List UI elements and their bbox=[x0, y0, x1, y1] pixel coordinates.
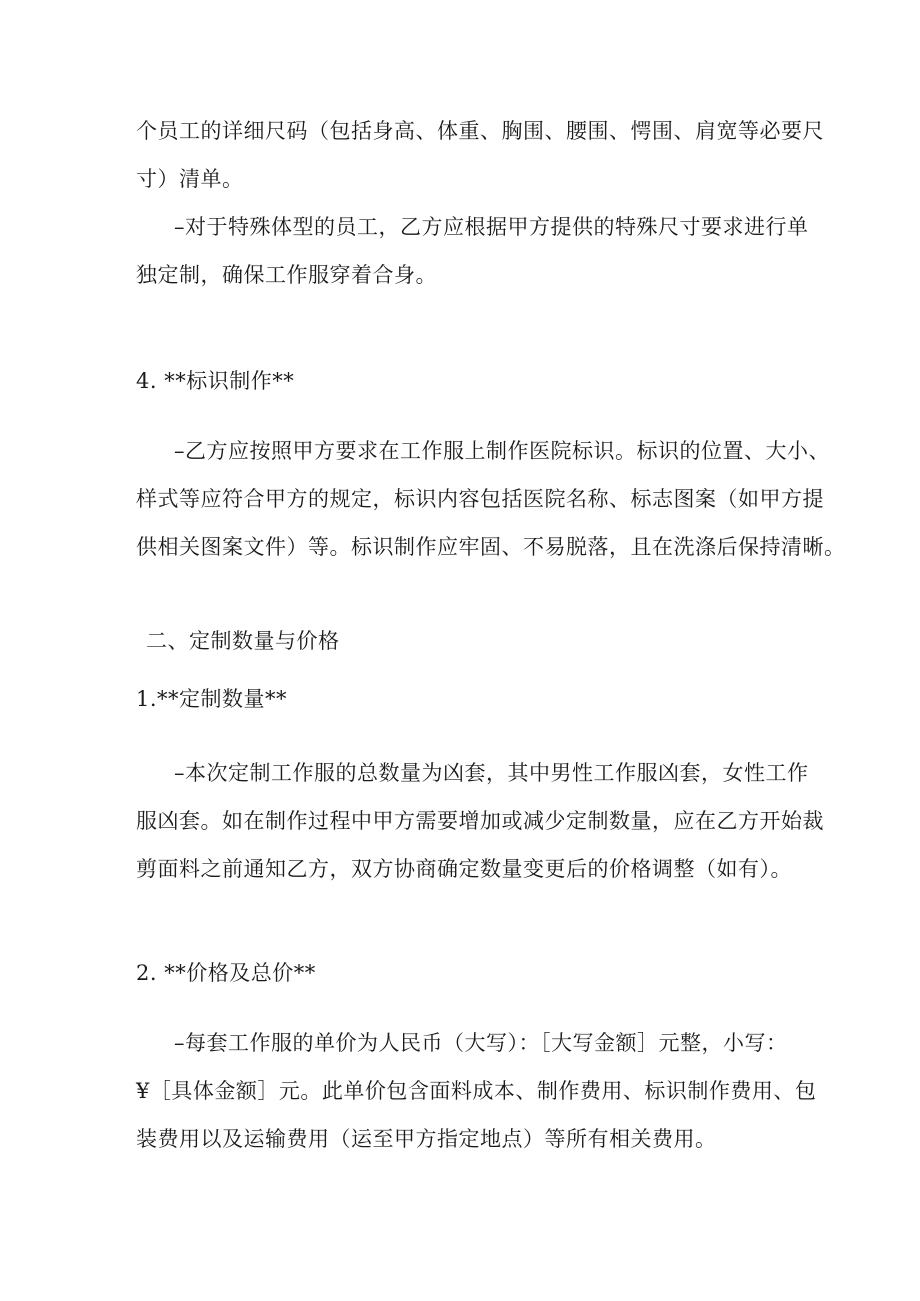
subsection-heading: 1.**定制数量** bbox=[136, 687, 288, 711]
paragraph-line: 个员工的详细尺码（包括身高、体重、胸围、腰围、愕围、肩宽等必要尺 bbox=[136, 119, 824, 143]
paragraph-line: –对于特殊体型的员工，乙方应根据甲方提供的特殊尺寸要求进行单 bbox=[174, 215, 809, 239]
paragraph-line: 独定制，确保工作服穿着合身。 bbox=[136, 263, 437, 287]
paragraph-line: 样式等应符合甲方的规定，标识内容包括医院名称、标志图案（如甲方提 bbox=[136, 487, 824, 511]
paragraph-line: 供相关图案文件）等。标识制作应牢固、不易脱落，且在洗涤后保持清晰。 bbox=[136, 535, 846, 559]
paragraph-line: 剪面料之前通知乙方，双方协商确定数量变更后的价格调整（如有）。 bbox=[136, 857, 792, 881]
subsection-heading: 2. **价格及总价** bbox=[136, 961, 316, 985]
paragraph-line: –每套工作服的单价为人民币（大写）：［大写金额］元整，小写： bbox=[174, 1031, 788, 1055]
paragraph-line: 服凶套。如在制作过程中甲方需要增加或减少定制数量，应在乙方开始裁 bbox=[136, 809, 824, 833]
paragraph-line: –乙方应按照甲方要求在工作服上制作医院标识。标识的位置、大小、 bbox=[174, 439, 830, 463]
section-heading: 4. **标识制作** bbox=[136, 369, 295, 393]
chapter-heading: 二、定制数量与价格 bbox=[146, 629, 340, 653]
paragraph-line: 装费用以及运输费用（运至甲方指定地点）等所有相关费用。 bbox=[136, 1127, 717, 1151]
paragraph-line: ¥［具体金额］元。此单价包含面料成本、制作费用、标识制作费用、包 bbox=[136, 1079, 817, 1103]
paragraph-line: –本次定制工作服的总数量为凶套，其中男性工作服凶套，女性工作 bbox=[174, 761, 809, 785]
paragraph-line: 寸）清单。 bbox=[136, 167, 244, 191]
